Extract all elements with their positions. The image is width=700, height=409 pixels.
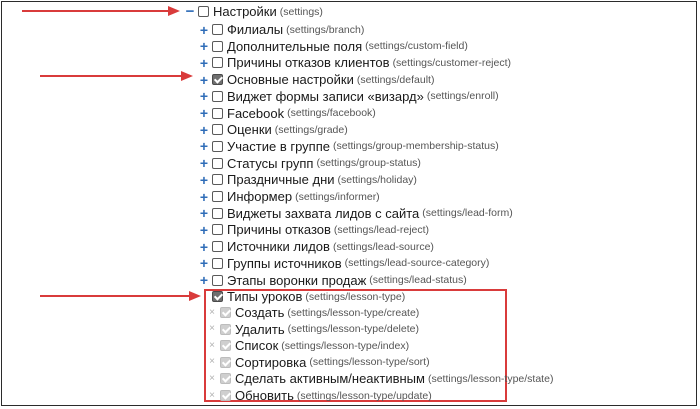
node-path: (settings/informer) [295, 190, 380, 203]
node-checkbox[interactable] [212, 74, 223, 85]
node-path: (settings/lesson-type/state) [427, 372, 554, 385]
node-label: Типы уроков [227, 289, 303, 304]
tree-action-node[interactable] [206, 337, 409, 354]
action-checkbox[interactable] [220, 357, 231, 368]
node-label: Оценки [227, 122, 272, 138]
plus-icon[interactable]: + [199, 21, 209, 38]
node-label: Сортировка [235, 354, 307, 370]
minus-icon[interactable]: − [185, 2, 195, 20]
node-path: (settings/custom-field) [365, 40, 468, 53]
node-path: (settings/group-status) [316, 157, 421, 170]
tree-node[interactable] [198, 121, 348, 138]
node-label: Список [235, 338, 279, 354]
plus-icon[interactable]: + [199, 88, 209, 105]
node-checkbox[interactable] [212, 208, 223, 219]
node-path: (settings/lesson-type/sort) [309, 356, 430, 369]
node-label: Удалить [235, 321, 285, 337]
node-checkbox[interactable] [212, 191, 223, 202]
node-label: Информер [227, 189, 293, 204]
node-label: Обновить [235, 388, 294, 403]
node-label: Facebook [227, 105, 285, 121]
plus-icon[interactable]: + [199, 155, 209, 172]
node-checkbox[interactable] [212, 108, 223, 119]
node-label: Праздничные дни [227, 172, 335, 188]
node-checkbox[interactable] [212, 158, 223, 169]
node-path: (settings/lesson-type/delete) [287, 323, 419, 336]
plus-icon[interactable]: + [199, 205, 209, 222]
tree-action-node[interactable] [206, 354, 430, 371]
node-checkbox[interactable] [212, 91, 223, 102]
node-checkbox[interactable] [212, 241, 223, 252]
node-label: Создать [235, 305, 285, 320]
x-icon: × [209, 356, 215, 368]
action-checkbox[interactable] [220, 340, 231, 351]
node-path: (settings/lead-form) [422, 207, 513, 220]
action-checkbox[interactable] [220, 307, 231, 318]
node-label: Причины отказов [227, 222, 331, 238]
tree-action-node[interactable] [206, 304, 419, 321]
tree-node[interactable] [198, 71, 434, 88]
node-label: Основные настройки [227, 72, 354, 88]
action-checkbox[interactable] [220, 373, 231, 384]
node-path: (settings/lead-source) [332, 240, 434, 253]
tree-node[interactable] [198, 54, 511, 71]
plus-icon[interactable]: + [199, 238, 209, 255]
tree-node[interactable] [198, 88, 499, 105]
node-path: (settings/branch) [286, 23, 365, 36]
node-path: (settings/grade) [274, 123, 348, 136]
plus-icon[interactable]: + [199, 255, 209, 272]
tree-node[interactable] [198, 255, 489, 272]
tree-node[interactable] [198, 221, 429, 238]
node-path: (settings/lead-source-category) [344, 257, 490, 270]
node-label: Причины отказов клиентов [227, 55, 390, 71]
x-icon: × [209, 372, 215, 384]
plus-icon[interactable]: + [199, 221, 209, 238]
tree-action-node[interactable] [206, 370, 553, 387]
tree-node[interactable] [198, 205, 513, 222]
plus-icon[interactable]: + [199, 138, 209, 155]
node-checkbox[interactable] [212, 275, 223, 286]
node-checkbox[interactable] [212, 141, 223, 152]
node-path: (settings/default) [356, 73, 435, 86]
node-path: (settings/lead-reject) [333, 223, 430, 236]
node-path: (settings/customer-reject) [392, 56, 512, 69]
node-path: (settings/lesson-type/index) [281, 339, 410, 352]
x-icon: × [209, 323, 215, 335]
node-label: Виджет формы записи «визард» [227, 88, 424, 104]
node-checkbox[interactable] [212, 41, 223, 52]
node-path: (settings) [279, 5, 323, 18]
node-label: Виджеты захвата лидов с сайта [227, 205, 420, 221]
red-arrow-icon-default [40, 71, 193, 81]
tree-node[interactable] [198, 105, 376, 122]
tree-node[interactable] [198, 171, 417, 188]
tree-node-settings[interactable] [184, 3, 323, 20]
node-checkbox[interactable] [212, 24, 223, 35]
node-label: Этапы воронки продаж [227, 272, 367, 288]
tree-node[interactable] [198, 21, 364, 38]
tree-node[interactable] [198, 138, 499, 155]
node-label: Дополнительные поля [227, 38, 363, 54]
node-label: Сделать активным/неактивным [235, 371, 425, 387]
tree-action-node[interactable] [206, 321, 419, 338]
node-path: (settings/lesson-type) [305, 290, 406, 303]
tree-node[interactable] [198, 188, 380, 205]
node-label: Участие в группе [227, 138, 330, 154]
node-label: Группы источников [227, 255, 342, 271]
plus-icon[interactable]: + [199, 54, 209, 71]
node-path: (settings/enroll) [426, 90, 499, 103]
node-path: (settings/lead-status) [369, 274, 467, 286]
settings-checkbox[interactable] [198, 6, 209, 17]
red-arrow-icon-lesson-type [40, 291, 201, 301]
node-path: (settings/facebook) [287, 107, 376, 119]
plus-icon[interactable]: + [199, 71, 209, 88]
node-label: Источники лидов [227, 239, 330, 255]
tree-node[interactable] [198, 155, 421, 172]
plus-icon[interactable]: + [199, 272, 209, 288]
action-checkbox[interactable] [220, 324, 231, 335]
node-checkbox[interactable] [212, 124, 223, 135]
action-checkbox[interactable] [220, 390, 231, 401]
x-icon: × [209, 306, 215, 318]
node-checkbox[interactable] [212, 258, 223, 269]
plus-icon[interactable]: + [199, 171, 209, 188]
node-path: (settings/holiday) [337, 173, 417, 186]
node-label: Настройки [213, 4, 277, 19]
tree-node[interactable] [198, 272, 467, 289]
node-label: Филиалы [227, 22, 284, 37]
x-icon: × [209, 389, 215, 401]
node-label: Статусы групп [227, 155, 314, 171]
plus-icon[interactable]: + [199, 188, 209, 205]
node-path: (settings/group-membership-status) [332, 140, 499, 153]
tree-node[interactable] [198, 238, 434, 255]
tree-node[interactable] [198, 38, 468, 55]
node-path: (settings/lesson-type/update) [296, 389, 432, 402]
node-checkbox[interactable] [212, 57, 223, 68]
lesson-type-checkbox[interactable] [212, 291, 223, 302]
x-icon: × [209, 339, 215, 351]
node-checkbox[interactable] [212, 224, 223, 235]
red-arrow-icon-root [22, 6, 180, 16]
node-path: (settings/lesson-type/create) [287, 306, 420, 319]
plus-icon[interactable]: + [199, 121, 209, 138]
tree-action-node[interactable] [206, 387, 432, 404]
plus-icon[interactable]: + [199, 38, 209, 55]
tree-node-lesson-type[interactable] [198, 288, 405, 305]
node-checkbox[interactable] [212, 174, 223, 185]
plus-icon[interactable]: + [199, 105, 209, 121]
